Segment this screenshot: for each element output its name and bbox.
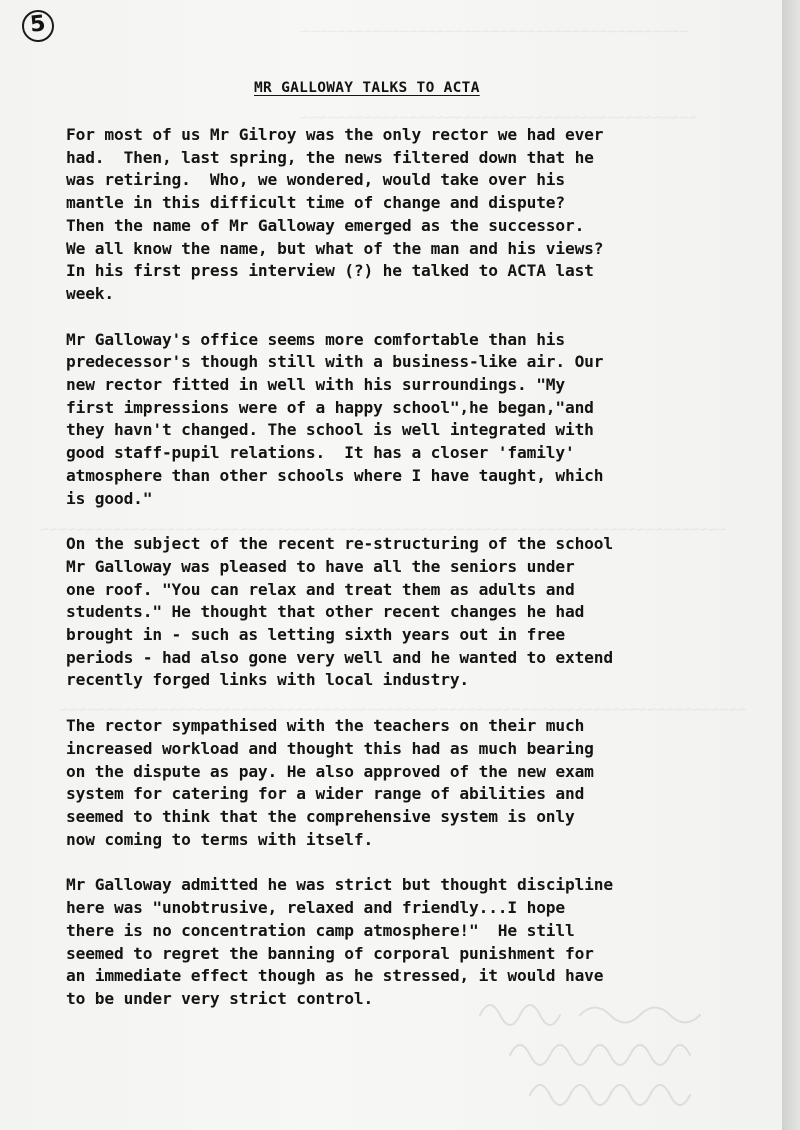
text-line: first impressions were of a happy school",he began,"and (66, 397, 594, 417)
text-line: to be under very strict control. (66, 988, 374, 1008)
text-line: is good." (66, 488, 153, 508)
scan-page-edge (782, 0, 800, 1130)
article-title: MR GALLOWAY TALKS TO ACTA (254, 80, 480, 96)
text-line: on the dispute as pay. He also approved of the new exam (66, 761, 594, 781)
text-line: On the subject of the recent re-structuring of the school (66, 534, 613, 554)
text-line: there is no concentration camp atmosphere!" He still (66, 920, 575, 940)
text-line: one roof. "You can relax and treat them as adults and (66, 579, 575, 599)
text-line: periods - had also gone very well and he wanted to extend (66, 647, 613, 667)
text-line: mantle in this difficult time of change and dispute? (66, 193, 565, 213)
text-line: Mr Galloway's office seems more comfortable than his (66, 329, 565, 349)
text-line: brought in - such as letting sixth years out in free (66, 625, 565, 645)
paragraph-2 (66, 329, 726, 511)
text-line: students." He thought that other recent changes he had (66, 602, 585, 622)
article-body (66, 124, 726, 1034)
text-line: increased workload and thought this had as much bearing (66, 738, 594, 758)
text-line: Mr Galloway was pleased to have all the seniors under (66, 556, 575, 576)
text-line: system for catering for a wider range of abilities and (66, 784, 585, 804)
bleed-through-text: ~~~~~~~~~~~~~~~~~~~~~~~~~~~~~~~~~~~~~~~~~~~~~~~~~~~~~~~~~~~~~~~~~~~~~~~~~~~~ (40, 520, 727, 538)
text-line: had. Then, last spring, the news filtered down that he (66, 147, 594, 167)
paragraph-1 (66, 124, 726, 306)
bleed-through-text: ~~~~~~~~~~~~~~~~~~~~~~~~~~~~~~~~~~~~~~~~~~~ (300, 22, 689, 40)
text-line: For most of us Mr Gilroy was the only rector we had ever (66, 125, 604, 144)
text-line: Mr Galloway admitted he was strict but thought discipline (66, 875, 613, 895)
text-line: seemed to regret the banning of corporal punishment for (66, 943, 594, 963)
bleed-through-text: ~~~~~~~~~~~~~~~~~~~~~~~~~~~~~~~~~~~~~~~~~~~~ (300, 108, 698, 126)
paragraph-4 (66, 715, 726, 851)
paragraph-3 (66, 533, 726, 692)
text-line: good staff-pupil relations. It has a closer 'family' (66, 443, 575, 463)
paragraph-5 (66, 874, 726, 1010)
text-line: here was "unobtrusive, relaxed and friendly...I hope (66, 898, 565, 918)
text-line: Then the name of Mr Galloway emerged as the successor. (66, 215, 585, 235)
text-line: In his first press interview (?) he talked to ACTA last (66, 261, 594, 281)
page-number: 5 (20, 8, 55, 43)
text-line: week. (66, 283, 114, 303)
text-line: predecessor's though still with a business-like air. Our (66, 352, 604, 372)
text-line: The rector sympathised with the teachers on their much (66, 716, 585, 736)
text-line: atmosphere than other schools where I have taught, which (66, 465, 604, 485)
bleed-through-text: ~~~~~~~~~~~~~~~~~~~~~~~~~~~~~~~~~~~~~~~~~~~~~~~~~~~~~~~~~~~~~~~~~~~~~~~~~~~~ (60, 700, 747, 718)
text-line: an immediate effect though as he stressed, it would have (66, 966, 604, 986)
text-line: seemed to think that the comprehensive system is only (66, 806, 575, 826)
text-line: now coming to terms with itself. (66, 829, 374, 849)
text-line: recently forged links with local industry. (66, 670, 470, 690)
text-line: they havn't changed. The school is well integrated with (66, 420, 594, 440)
text-line: was retiring. Who, we wondered, would take over his (66, 170, 565, 190)
text-line: new rector fitted in well with his surroundings. "My (66, 375, 565, 395)
text-line: We all know the name, but what of the man and his views? (66, 238, 604, 258)
